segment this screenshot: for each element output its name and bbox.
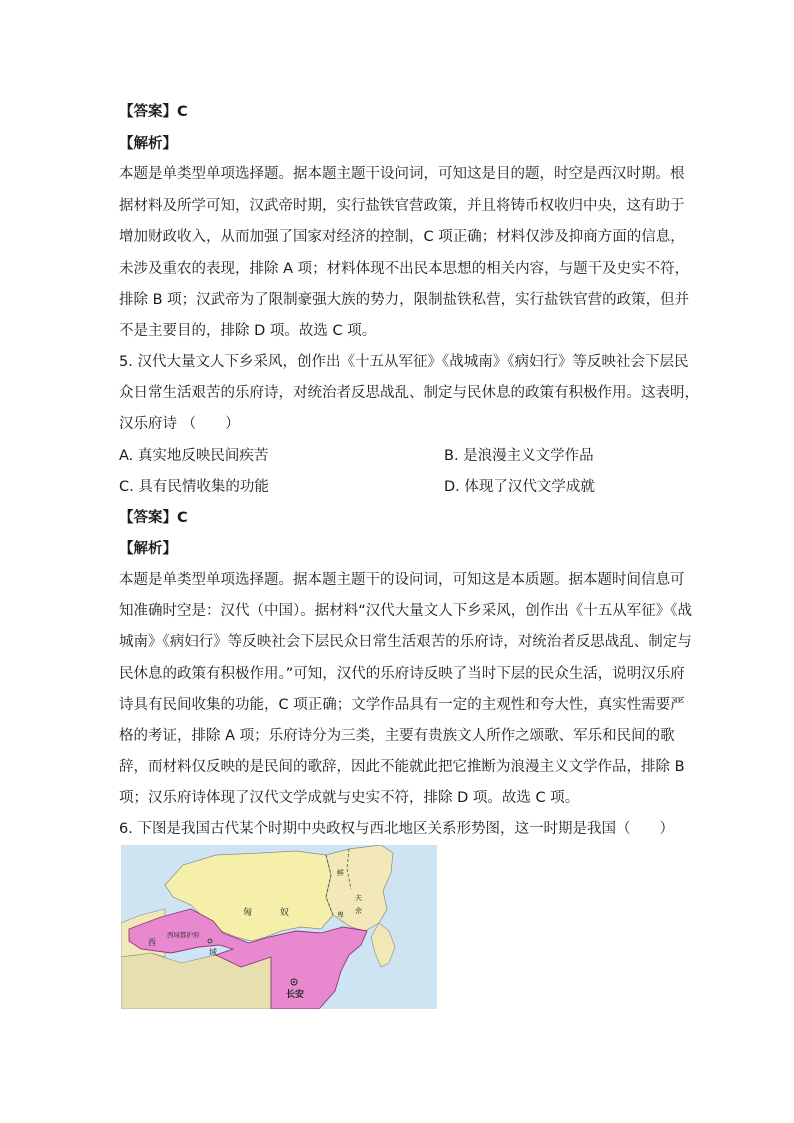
q6-stem: 6. 下图是我国古代某个时期中央政权与西北地区关系形势图，这一时期是我国（ ） <box>119 821 674 837</box>
historical-map <box>121 845 437 1009</box>
q4-analysis-line: 增加财政收入，从而加强了国家对经济的控制，C 项正确；材料仅涉及抑商方面的信息， <box>119 229 685 245</box>
q5-option-a: A. 真实地反映民间疾苦 <box>119 448 269 464</box>
q5-option-c: C. 具有民情收集的功能 <box>119 479 269 495</box>
q4-analysis-line: 未涉及重农的表现，排除 A 项；材料体现不出民本思想的相关内容，与题干及史实不符， <box>119 261 690 277</box>
q5-stem-line: 众日常生活艰苦的乐府诗，对统治者反思战乱、制定与民休息的政策有积极作用。这表明， <box>119 385 699 401</box>
map-label-fuyu-2: 余 <box>355 907 362 915</box>
q5-option-b: B. 是浪漫主义文学作品 <box>444 448 594 464</box>
q5-analysis-title: 【解析】 <box>119 541 177 557</box>
q5-analysis-line: 辞，而材料仅反映的是民间的歌辞，因此不能就此把它推断为浪漫主义文学作品，排除 B <box>119 759 685 775</box>
map-label-xiyu-1: 西 <box>148 938 156 947</box>
historical-map-svg <box>121 845 437 1009</box>
map-label-changan: 长安 <box>286 990 305 1000</box>
q5-analysis-line: 民休息的政策有积极作用。”可知，汉代的乐府诗反映了当时下层的民众生活，说明汉乐府 <box>119 666 685 682</box>
map-label-duhufu: 西域都护府 <box>167 931 200 939</box>
q5-option-d: D. 体现了汉代文学成就 <box>444 479 595 495</box>
q5-analysis-line: 城南》《病妇行》等反映社会下层民众日常生活艰苦的乐府诗，对统治者反思战乱、制定与 <box>119 634 692 650</box>
map-label-xiongnu-2: 奴 <box>280 908 290 918</box>
q5-stem-line: 汉乐府诗 （ ） <box>119 416 240 432</box>
q4-answer: 【答案】C <box>119 104 188 120</box>
q5-answer: 【答案】C <box>119 510 188 526</box>
q4-analysis-title: 【解析】 <box>119 136 177 152</box>
map-label-xiongnu-1: 匈 <box>243 908 253 918</box>
q4-analysis-line: 本题是单类型单项选择题。据本题主题干设问词，可知这是目的题，时空是西汉时期。根 <box>119 166 685 182</box>
q4-analysis-line: 排除 B 项；汉武帝为了限制豪强大族的势力，限制盐铁私营，实行盐铁官营的政策，但并 <box>119 292 690 308</box>
q5-stem-line: 5. 汉代大量文人下乡采风，创作出《十五从军征》《战城南》《病妇行》等反映社会下层民 <box>119 354 689 370</box>
q4-analysis-line: 据材料及所学可知，汉武帝时期，实行盐铁官营政策，并且将铸币权收归中央，这有助于 <box>119 198 685 214</box>
q5-analysis-line: 本题是单类型单项选择题。据本题主题干的设问词，可知这是本质题。据本题时间信息可 <box>119 572 685 588</box>
q5-analysis-line: 项；汉乐府诗体现了汉代文学成就与史实不符，排除 D 项。故选 C 项。 <box>119 790 580 806</box>
map-label-fuyu-1: 夫 <box>355 894 362 902</box>
changan-marker-dot-icon <box>293 981 295 983</box>
map-label-xianbei-1: 鲜 <box>337 869 344 877</box>
q4-analysis-line: 不是主要目的，排除 D 项。故选 C 项。 <box>119 323 377 339</box>
map-label-xiyu-2: 域 <box>209 948 217 957</box>
map-label-xianbei-2: 卑 <box>337 911 344 919</box>
q5-analysis-line: 知准确时空是：汉代（中国）。据材料“汉代大量文人下乡采风，创作出《十五从军征》《战 <box>119 603 693 619</box>
q5-analysis-line: 格的考证，排除 A 项；乐府诗分为三类，主要有贵族文人所作之颂歌、军乐和民间的歌 <box>119 728 675 744</box>
q5-analysis-line: 诗具有民间收集的功能，C 项正确；文学作品具有一定的主观性和夸大性，真实性需要严 <box>119 697 685 713</box>
